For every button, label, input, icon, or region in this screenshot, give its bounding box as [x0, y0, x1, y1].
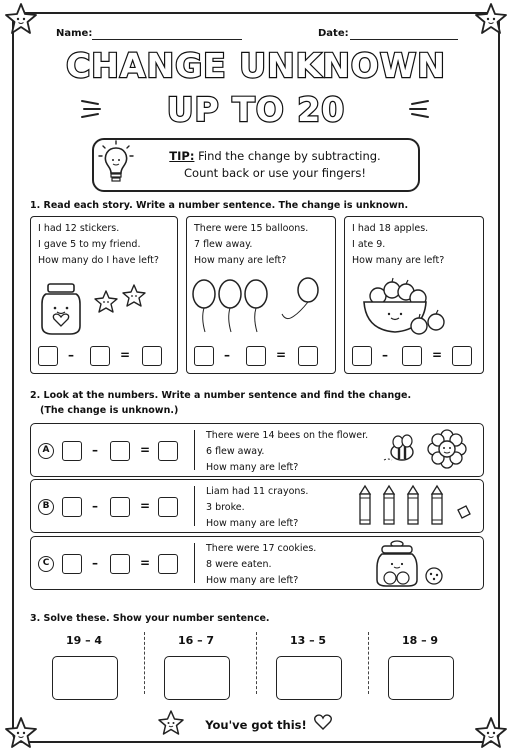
story-line: 8 were eaten.: [206, 559, 272, 570]
story-bees: [206, 428, 368, 476]
answer-box[interactable]: [52, 656, 118, 700]
minus-sign: –: [92, 556, 98, 570]
story-line: How many are left?: [206, 462, 299, 473]
answer-box[interactable]: [298, 346, 318, 366]
answer-box[interactable]: [142, 346, 162, 366]
sparkle-lines-icon: [406, 98, 430, 120]
answer-box[interactable]: [388, 656, 454, 700]
story-line: How many are left?: [194, 255, 287, 266]
story-stickers: [38, 221, 159, 269]
story-line: Liam had 11 crayons.: [206, 486, 309, 497]
section-2-subheading: (The change is unknown.): [40, 405, 179, 416]
bee-icon: [386, 434, 420, 464]
star-sticker-icon: [122, 284, 146, 308]
story-line: 7 flew away.: [194, 239, 253, 250]
story-line: How many are left?: [352, 255, 445, 266]
row-divider: [194, 486, 195, 526]
equals-sign: =: [140, 499, 151, 513]
story-line: I gave 5 to my friend.: [38, 239, 141, 250]
date-field[interactable]: [350, 39, 458, 40]
answer-box[interactable]: [276, 656, 342, 700]
sticker-jar-icon: [38, 282, 84, 336]
story-line: I had 18 apples.: [352, 223, 429, 234]
answer-box[interactable]: [62, 441, 82, 461]
minus-sign: –: [68, 348, 74, 362]
minus-sign: –: [224, 348, 230, 362]
section-3-heading: 3. Solve these. Show your number sentence.: [30, 613, 270, 624]
answer-box[interactable]: [110, 554, 130, 574]
problem-3: 13 – 5: [289, 634, 327, 647]
row-divider: [194, 543, 195, 583]
tip-line-1: Find the change by subtracting.: [198, 149, 381, 163]
answer-box[interactable]: [194, 346, 214, 366]
equals-sign: =: [276, 348, 287, 362]
section-2-heading: 2. Look at the numbers. Write a number sentence and find the change.: [30, 390, 412, 401]
story-line: I had 12 stickers.: [38, 223, 120, 234]
name-field[interactable]: [92, 39, 242, 40]
answer-box[interactable]: [38, 346, 58, 366]
story-line: There were 15 balloons.: [194, 223, 309, 234]
answer-box[interactable]: [164, 656, 230, 700]
answer-box[interactable]: [246, 346, 266, 366]
page-subtitle: UP TO 20: [166, 90, 346, 129]
section-1-heading: 1. Read each story. Write a number sentence. The change is unknown.: [30, 200, 409, 211]
tip-text: [155, 148, 395, 182]
divider: [368, 632, 369, 694]
answer-box[interactable]: [158, 441, 178, 461]
story-line: There were 14 bees on the flower.: [206, 430, 369, 441]
date-label: Date:: [318, 28, 349, 39]
divider: [144, 632, 145, 694]
row-letter: C: [38, 556, 54, 572]
answer-box[interactable]: [110, 441, 130, 461]
tip-label: TIP:: [169, 149, 195, 163]
lightbulb-icon: [98, 140, 134, 188]
problem-4: 18 – 9: [401, 634, 439, 647]
apples-icon: [410, 306, 446, 336]
story-line: I ate 9.: [352, 239, 386, 250]
encouragement-text: You've got this!: [205, 718, 307, 732]
story-line: How many are left?: [206, 575, 299, 586]
sparkle-lines-icon: [80, 98, 104, 120]
equals-sign: =: [140, 443, 151, 457]
row-letter: B: [38, 499, 54, 515]
minus-sign: –: [382, 348, 388, 362]
equals-sign: =: [432, 348, 443, 362]
story-line: How many do I have left?: [38, 255, 159, 266]
story-balloons: [194, 221, 308, 269]
star-icon: [474, 2, 508, 36]
star-icon: [4, 2, 38, 36]
heart-icon: [314, 714, 332, 730]
cookie-icon: [424, 566, 444, 586]
answer-box[interactable]: [158, 497, 178, 517]
problem-2: 16 – 7: [177, 634, 215, 647]
answer-box[interactable]: [62, 554, 82, 574]
story-line: 6 flew away.: [206, 446, 265, 457]
answer-box[interactable]: [62, 497, 82, 517]
cookie-jar-icon: [374, 540, 420, 588]
divider: [256, 632, 257, 694]
answer-box[interactable]: [402, 346, 422, 366]
story-cookies: [206, 541, 316, 589]
story-crayons: [206, 484, 308, 532]
answer-box[interactable]: [90, 346, 110, 366]
balloons-icon: [190, 278, 330, 334]
answer-box[interactable]: [452, 346, 472, 366]
row-divider: [194, 430, 195, 470]
minus-sign: –: [92, 443, 98, 457]
story-line: How many are left?: [206, 518, 299, 529]
star-sticker-icon: [94, 290, 118, 314]
flower-icon: [426, 428, 468, 470]
row-letter: A: [38, 443, 54, 459]
name-label: Name:: [56, 28, 93, 39]
minus-sign: –: [92, 499, 98, 513]
equals-sign: =: [120, 348, 131, 362]
answer-box[interactable]: [158, 554, 178, 574]
story-line: There were 17 cookies.: [206, 543, 317, 554]
answer-box[interactable]: [352, 346, 372, 366]
page-title: CHANGE UNKNOWN: [66, 46, 446, 85]
answer-box[interactable]: [110, 497, 130, 517]
story-line: 3 broke.: [206, 502, 245, 513]
tip-line-2: Count back or use your fingers!: [184, 166, 366, 180]
problem-1: 19 – 4: [65, 634, 103, 647]
crayons-icon: [356, 484, 476, 526]
equals-sign: =: [140, 556, 151, 570]
story-apples: [352, 221, 444, 269]
